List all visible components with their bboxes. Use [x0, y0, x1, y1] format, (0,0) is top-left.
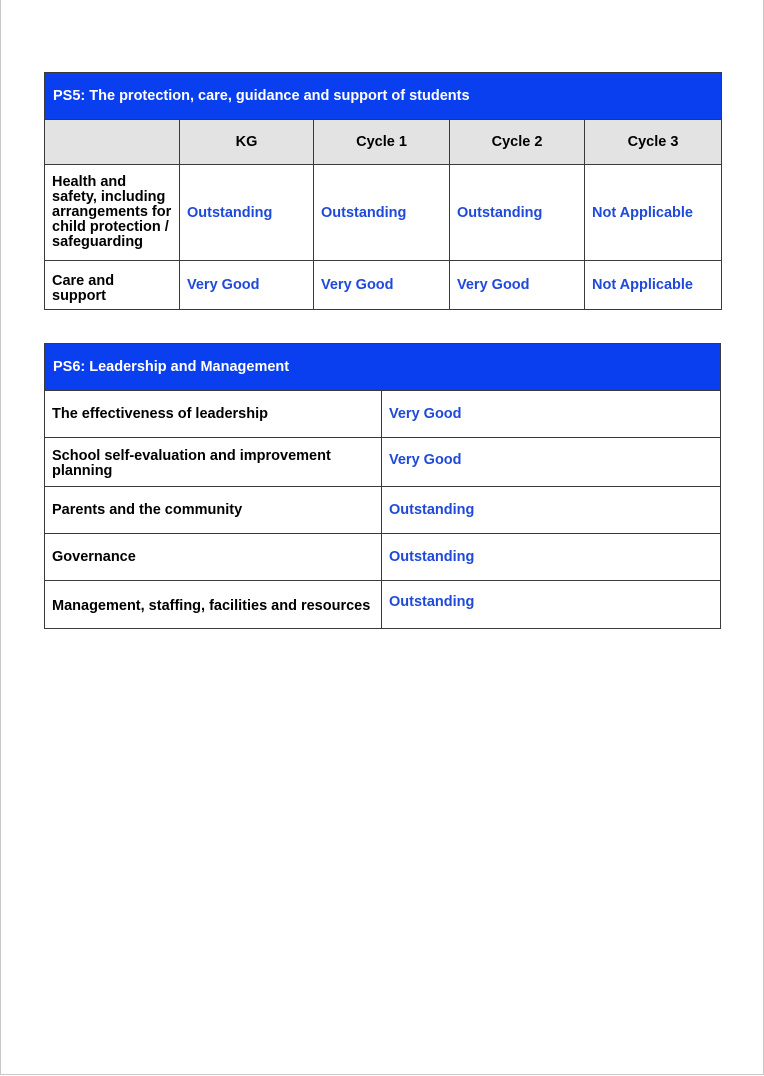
ps6-table [44, 343, 721, 629]
rating-cycle-2: Outstanding [450, 165, 585, 261]
ps6-row-label: Governance [45, 534, 382, 581]
ps5-header-cycle-1: Cycle 1 [314, 120, 450, 165]
ps6-rating: Outstanding [382, 534, 721, 581]
ps6-row-label: Parents and the community [45, 487, 382, 534]
rating-cycle-1: Very Good [314, 261, 450, 310]
ps6-rating: Very Good [382, 438, 721, 487]
ps6-row-label: Management, staffing, facilities and resources [45, 581, 382, 629]
ps5-row-label: Health and safety, including arrangements for child protection / safeguarding [45, 165, 180, 261]
ps5-header-kg: KG [180, 120, 314, 165]
ps5-title-row [45, 73, 722, 120]
ps6-title: PS6: Leadership and Management [45, 344, 721, 391]
table-row [45, 438, 721, 487]
ps6-rating: Very Good [382, 391, 721, 438]
rating-cycle-3: Not Applicable [585, 261, 722, 310]
ps6-rating: Outstanding [382, 487, 721, 534]
ps5-header-cycle-3: Cycle 3 [585, 120, 722, 165]
ps5-row-label: Care and support [45, 261, 180, 310]
rating-kg: Very Good [180, 261, 314, 310]
table-row [45, 581, 721, 629]
table-row [45, 261, 722, 310]
ps5-header-cycle-2: Cycle 2 [450, 120, 585, 165]
table-row [45, 165, 722, 261]
ps5-table [44, 72, 722, 310]
ps5-header-row [45, 120, 722, 165]
rating-cycle-3: Not Applicable [585, 165, 722, 261]
ps6-rating: Outstanding [382, 581, 721, 629]
rating-kg: Outstanding [180, 165, 314, 261]
ps6-title-row [45, 344, 721, 391]
ps5-header-blank [45, 120, 180, 165]
ps6-row-label: School self-evaluation and improvement planning [45, 438, 382, 487]
ps6-row-label: The effectiveness of leadership [45, 391, 382, 438]
table-row [45, 487, 721, 534]
table-row [45, 391, 721, 438]
rating-cycle-1: Outstanding [314, 165, 450, 261]
rating-cycle-2: Very Good [450, 261, 585, 310]
table-row [45, 534, 721, 581]
ps5-title: PS5: The protection, care, guidance and support of students [45, 73, 722, 120]
